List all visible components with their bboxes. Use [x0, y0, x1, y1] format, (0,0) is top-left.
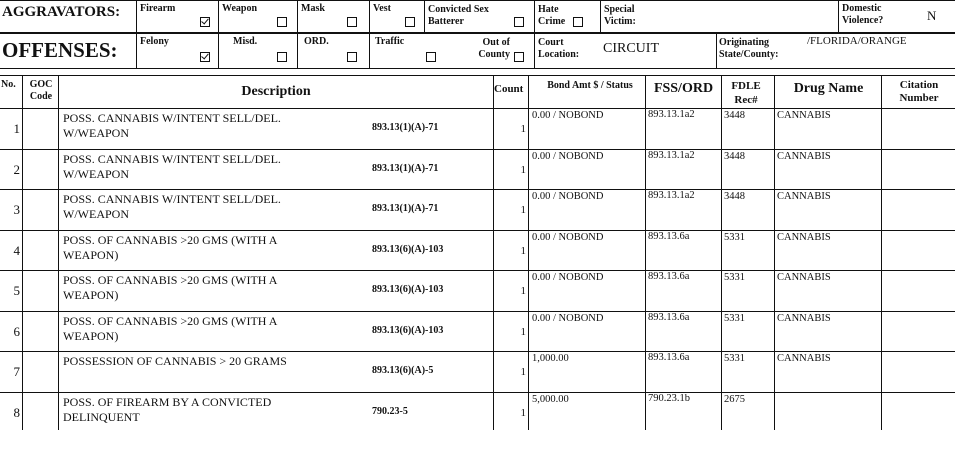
row-drug: CANNABIS — [777, 313, 831, 324]
row-number: 8 — [13, 405, 20, 420]
row-fss: 893.13.6a — [648, 271, 690, 282]
row-count: 1 — [520, 407, 526, 419]
row-count: 1 — [520, 366, 526, 378]
row-statute: 893.13(6)(A)-5 — [372, 365, 434, 376]
offense-out-of-county-checkbox[interactable] — [514, 52, 524, 62]
row-description: POSS. OF CANNABIS >20 GMS (WITH A WEAPON) — [63, 314, 277, 343]
row-bond: 0.00 / NOBOND — [532, 232, 604, 243]
row-number: 1 — [13, 121, 20, 136]
row-drug: CANNABIS — [777, 232, 831, 243]
offense-traffic-checkbox[interactable] — [426, 52, 436, 62]
row-count: 1 — [520, 245, 526, 257]
domestic-violence-value: N — [927, 8, 937, 23]
row-number: 5 — [13, 283, 20, 298]
row-statute: 893.13(6)(A)-103 — [372, 284, 444, 295]
row-fss: 893.13.6a — [648, 312, 690, 323]
row-drug: CANNABIS — [777, 353, 831, 364]
col-header-bond: Bond Amt $ / Status — [547, 80, 633, 91]
col-header-fdle: FDLE Rec# — [731, 80, 761, 106]
row-bond: 0.00 / NOBOND — [532, 110, 604, 121]
row-fss: 893.13.1a2 — [648, 190, 695, 201]
row-bond: 1,000.00 — [532, 353, 569, 364]
row-number: 6 — [13, 324, 20, 339]
offense-out-of-county-label: Out of County — [478, 37, 510, 60]
row-fss: 790.23.1b — [648, 393, 690, 404]
aggravator-mask-checkbox[interactable] — [347, 17, 357, 27]
aggravator-weapon-label: Weapon — [222, 3, 258, 14]
table-row — [0, 351, 955, 392]
aggravator-hate-crime-label: Hate Crime — [538, 4, 566, 27]
row-fdle: 5331 — [724, 232, 745, 243]
row-count: 1 — [520, 204, 526, 216]
col-header-count: Count — [494, 83, 524, 95]
domestic-violence-label: Domestic Violence? — [842, 3, 884, 26]
row-number: 4 — [13, 243, 20, 258]
originating-value: /FLORIDA/ORANGE — [807, 35, 907, 47]
table-row — [0, 392, 955, 433]
row-fdle: 3448 — [724, 151, 745, 162]
row-fdle: 2675 — [724, 394, 745, 405]
offense-misd-label: Misd. — [233, 36, 258, 47]
row-statute: 893.13(1)(A)-71 — [372, 163, 439, 174]
row-fss: 893.13.6a — [648, 231, 690, 242]
aggravator-mask-label: Mask — [301, 3, 325, 14]
aggravator-vest-checkbox[interactable] — [405, 17, 415, 27]
row-description: POSS. CANNABIS W/INTENT SELL/DEL. W/WEAPON — [63, 192, 281, 221]
row-description: POSS. CANNABIS W/INTENT SELL/DEL. W/WEAPON — [63, 152, 281, 181]
offense-traffic-label: Traffic — [375, 36, 405, 47]
row-statute: 893.13(1)(A)-71 — [372, 203, 439, 214]
offenses-title: OFFENSES: — [2, 38, 118, 62]
row-fdle: 5331 — [724, 272, 745, 283]
row-number: 3 — [13, 202, 20, 217]
row-fss: 893.13.6a — [648, 352, 690, 363]
row-fss: 893.13.1a2 — [648, 150, 695, 161]
offense-ord-label: ORD. — [304, 36, 329, 47]
row-number: 7 — [13, 364, 20, 379]
col-header-no: No. — [1, 79, 16, 90]
offense-ord-checkbox[interactable] — [347, 52, 357, 62]
offense-felony-checkbox[interactable] — [200, 52, 210, 62]
col-header-goc: GOC Code — [29, 79, 53, 102]
offense-misd-checkbox[interactable] — [277, 52, 287, 62]
row-fss: 893.13.1a2 — [648, 109, 695, 120]
row-statute: 893.13(6)(A)-103 — [372, 325, 444, 336]
aggravator-vest-label: Vest — [373, 3, 391, 14]
row-fdle: 5331 — [724, 353, 745, 364]
row-statute: 790.23-5 — [372, 406, 408, 417]
row-description: POSSESSION OF CANNABIS > 20 GRAMS — [63, 354, 287, 368]
row-description: POSS. OF FIREARM BY A CONVICTED DELINQUENT — [63, 395, 272, 424]
row-bond: 0.00 / NOBOND — [532, 191, 604, 202]
row-number: 2 — [13, 162, 20, 177]
special-victim-label: Special Victim: — [604, 4, 636, 27]
table-row — [0, 108, 955, 149]
table-row — [0, 230, 955, 271]
row-statute: 893.13(1)(A)-71 — [372, 122, 439, 133]
row-count: 1 — [520, 285, 526, 297]
table-row — [0, 189, 955, 230]
court-location-label: Court Location: — [538, 37, 580, 60]
table-row — [0, 311, 955, 352]
aggravator-hate-crime-checkbox[interactable] — [573, 17, 583, 27]
col-header-fss: FSS/ORD — [653, 81, 714, 96]
aggravator-weapon-checkbox[interactable] — [277, 17, 287, 27]
row-count: 1 — [520, 123, 526, 135]
aggravator-firearm-label: Firearm — [140, 3, 176, 14]
row-description: POSS. OF CANNABIS >20 GMS (WITH A WEAPON) — [63, 273, 277, 302]
row-bond: 0.00 / NOBOND — [532, 151, 604, 162]
row-drug: CANNABIS — [777, 191, 831, 202]
table-row — [0, 149, 955, 190]
row-fdle: 3448 — [724, 191, 745, 202]
row-drug: CANNABIS — [777, 272, 831, 283]
aggravator-firearm-checkbox[interactable] — [200, 17, 210, 27]
row-count: 1 — [520, 164, 526, 176]
row-bond: 5,000.00 — [532, 394, 569, 405]
row-fdle: 3448 — [724, 110, 745, 121]
aggravator-convicted-checkbox[interactable] — [514, 17, 524, 27]
aggravators-title: AGGRAVATORS: — [2, 4, 121, 20]
aggravator-convicted-label: Convicted Sex Batterer — [428, 4, 489, 27]
court-location-value: CIRCUIT — [603, 41, 659, 56]
row-bond: 0.00 / NOBOND — [532, 313, 604, 324]
col-header-drug: Drug Name — [793, 81, 864, 96]
row-description: POSS. OF CANNABIS >20 GMS (WITH A WEAPON) — [63, 233, 277, 262]
row-drug: CANNABIS — [777, 151, 831, 162]
row-description: POSS. CANNABIS W/INTENT SELL/DEL. W/WEAPON — [63, 111, 281, 140]
row-statute: 893.13(6)(A)-103 — [372, 244, 444, 255]
table-row — [0, 270, 955, 311]
offense-felony-label: Felony — [140, 36, 169, 47]
row-count: 1 — [520, 326, 526, 338]
row-drug: CANNABIS — [777, 110, 831, 121]
col-header-description: Description — [241, 84, 311, 99]
row-bond: 0.00 / NOBOND — [532, 272, 604, 283]
originating-label: Originating State/County: — [719, 37, 779, 60]
row-fdle: 5331 — [724, 313, 745, 324]
col-header-citation: Citation Number — [899, 79, 939, 104]
